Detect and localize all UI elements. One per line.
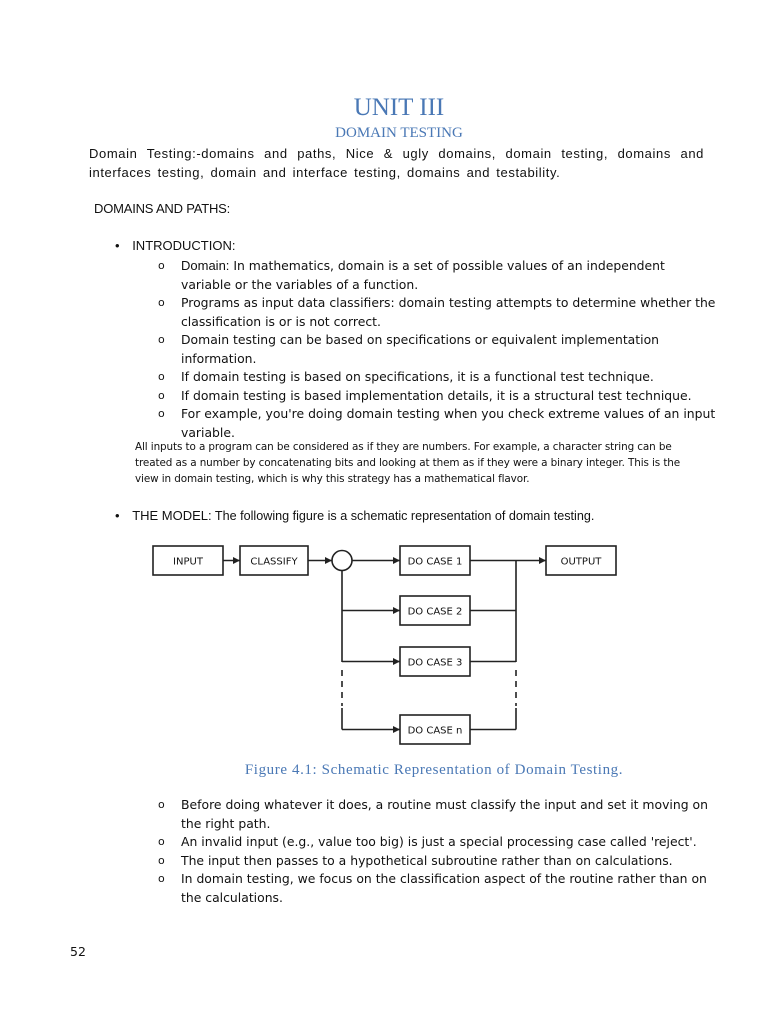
- list-item: o Domain: In mathematics, domain is a set of possible values of an independent variable or the variables of a function.: [158, 258, 665, 292]
- bullet-icon: •: [115, 508, 120, 523]
- junction-circle: [332, 551, 352, 571]
- bullet-icon: •: [115, 238, 120, 253]
- circle-bullet-icon: o: [158, 872, 165, 885]
- circle-bullet-icon: o: [158, 835, 165, 848]
- list-item: o Programs as input data classifiers: domain testing attempts to determine whether the classification is or is not correct.: [158, 295, 716, 329]
- case-2-label: DO CASE 2: [407, 606, 463, 618]
- introduction-list: [158, 257, 718, 442]
- model-bullet: [115, 508, 594, 523]
- case-3-label: DO CASE 3: [407, 657, 463, 669]
- model-text: The following figure is a schematic representation of domain testing.: [211, 509, 595, 523]
- arrow-icon: [325, 557, 332, 564]
- numbers-paragraph: All inputs to a program can be considered as if they are numbers. For example, a character string can be treated as a number by concatenating bits and looking at them as if they were a binary integer. This is the view in domain testing, which is why this strategy has a mathematical flavor.: [135, 441, 681, 485]
- domain-testing-diagram: [140, 540, 620, 750]
- figure-caption: Figure 4.1: Schematic Representation of Domain Testing.: [244, 762, 624, 778]
- classification-list: [158, 796, 718, 907]
- arrow-icon: [393, 557, 400, 564]
- list-item: o In domain testing, we focus on the classification aspect of the routine rather than on the calculations.: [158, 871, 707, 905]
- output-label: OUTPUT: [560, 556, 602, 568]
- domain-term: Domain:: [181, 258, 230, 273]
- introduction-bullet: [115, 238, 235, 253]
- list-item: o For example, you're doing domain testing when you check extreme values of an input variable.: [158, 406, 716, 440]
- arrow-icon: [393, 658, 400, 665]
- unit-subtitle: DOMAIN TESTING: [335, 125, 463, 141]
- arrow-icon: [393, 607, 400, 614]
- circle-bullet-icon: o: [158, 388, 165, 402]
- circle-bullet-icon: o: [158, 296, 165, 309]
- introduction-label: INTRODUCTION:: [132, 238, 236, 253]
- circle-bullet-icon: o: [158, 407, 165, 420]
- page-number: 52: [70, 944, 86, 959]
- list-item: o The input then passes to a hypothetical subroutine rather than on calculations.: [158, 852, 718, 871]
- model-label: THE MODEL:: [132, 508, 212, 523]
- arrow-icon: [539, 557, 546, 564]
- case-1-label: DO CASE 1: [407, 556, 463, 568]
- circle-bullet-icon: o: [158, 333, 165, 346]
- intro-paragraph: Domain Testing:-domains and paths, Nice & ugly domains, domain testing, domains and interfaces testing, domain and interface testing, domains and testability.: [89, 146, 704, 180]
- list-item: o An invalid input (e.g., value too big) is just a special processing case called 'reject'.: [158, 833, 718, 852]
- arrow-icon: [393, 726, 400, 733]
- list-item: o If domain testing is based on specifications, it is a functional test technique.: [158, 368, 718, 387]
- case-n-label: DO CASE n: [407, 725, 463, 737]
- circle-bullet-icon: o: [158, 370, 165, 383]
- unit-title: UNIT III: [353, 94, 445, 121]
- list-item: o If domain testing is based implementation details, it is a structural test technique.: [158, 387, 718, 406]
- section-heading: DOMAINS AND PATHS:: [94, 201, 231, 216]
- circle-bullet-icon: o: [158, 259, 165, 272]
- arrow-icon: [233, 557, 240, 564]
- input-label: INPUT: [173, 556, 203, 568]
- list-item: o Domain testing can be based on specifications or equivalent implementation information.: [158, 332, 660, 366]
- circle-bullet-icon: o: [158, 853, 165, 867]
- circle-bullet-icon: o: [158, 798, 165, 811]
- list-item: o Before doing whatever it does, a routine must classify the input and set it moving on the right path.: [158, 797, 708, 831]
- classify-label: CLASSIFY: [250, 556, 298, 568]
